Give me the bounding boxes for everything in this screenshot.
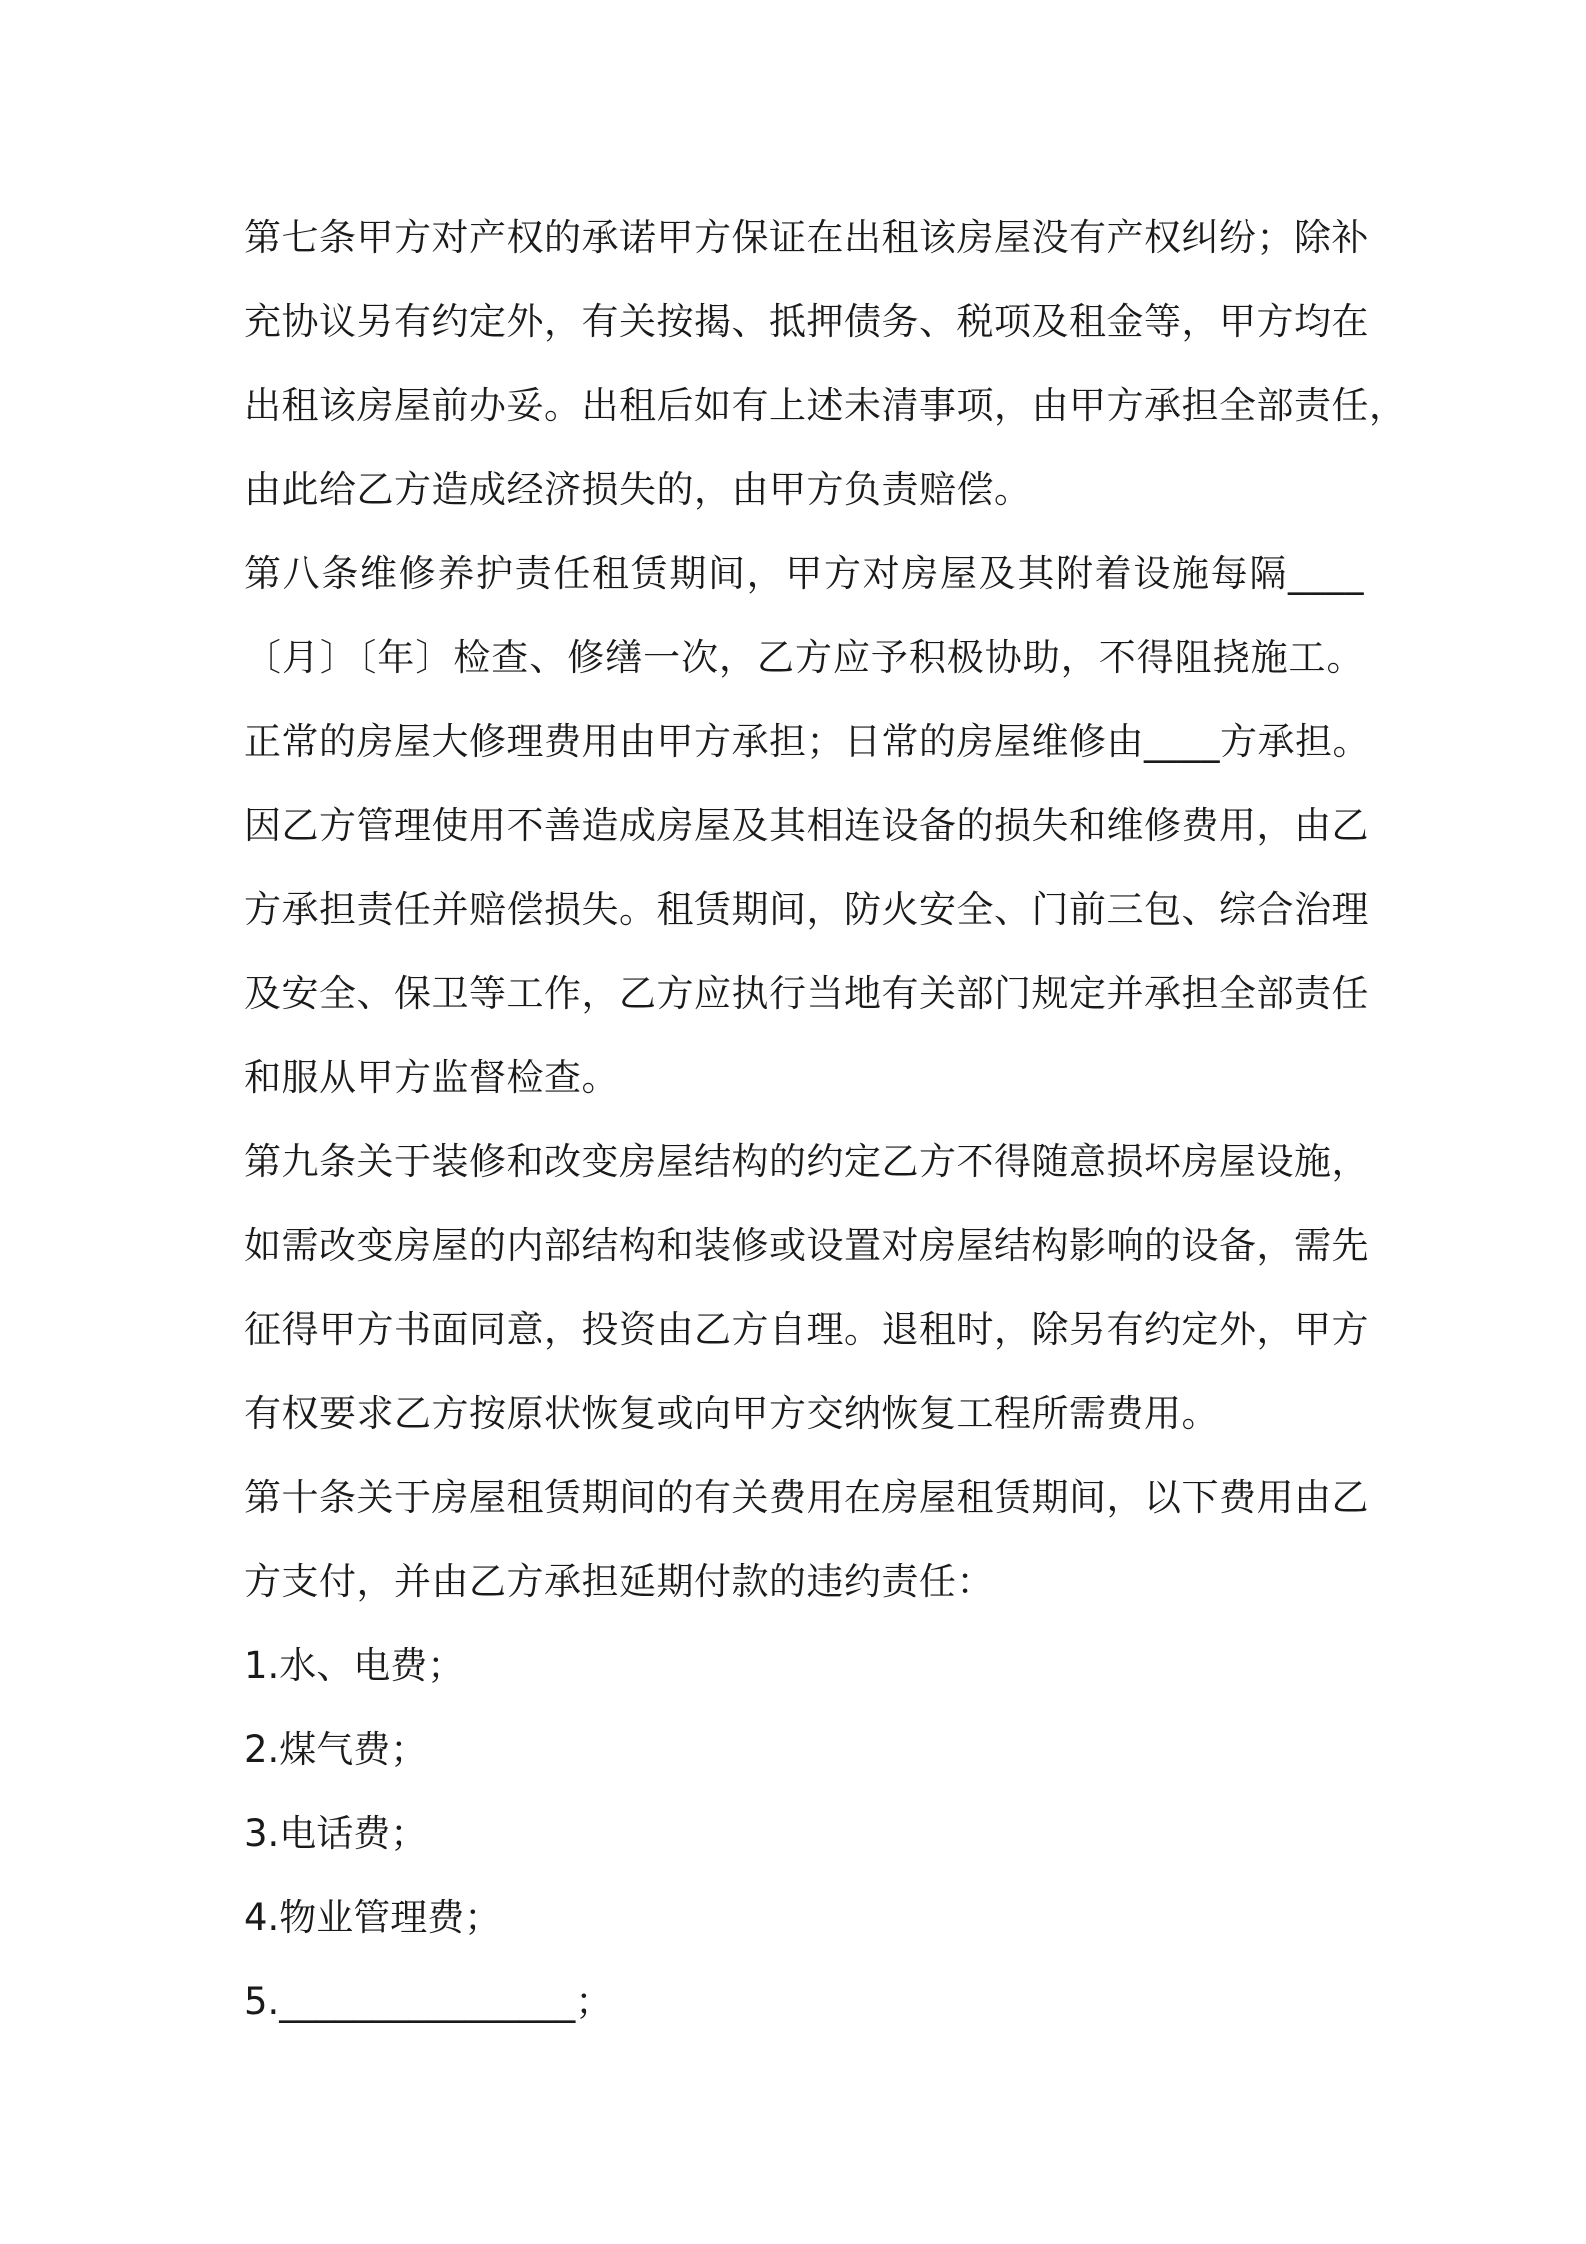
- article-line: 充协议另有约定外，有关按揭、抵押债务、税项及租金等，甲方均在: [244, 300, 1369, 343]
- article-line: 方承担责任并赔偿损失。租赁期间，防火安全、门前三包、综合治理: [244, 888, 1369, 931]
- fee-item-blank: 5.________________；: [244, 1980, 613, 2023]
- article-line: 第十条关于房屋租赁期间的有关费用在房屋租赁期间，以下费用由乙: [244, 1476, 1369, 1519]
- article-10: [244, 1456, 1369, 1624]
- fee-item-gas: 2.煤气费；: [244, 1728, 428, 1771]
- fee-item-property-management: 4.物业管理费；: [244, 1896, 502, 1939]
- article-line: 第八条维修养护责任租赁期间，甲方对房屋及其附着设施每隔____: [244, 552, 1364, 595]
- article-line: 出租该房屋前办妥。出租后如有上述未清事项，由甲方承担全部责任，: [244, 384, 1407, 427]
- article-line: 第九条关于装修和改变房屋结构的约定乙方不得随意损坏房屋设施，: [244, 1140, 1369, 1183]
- article-8: [244, 532, 1370, 1120]
- fee-item-water-electricity: 1.水、电费；: [244, 1644, 465, 1687]
- article-line: 征得甲方书面同意，投资由乙方自理。退租时，除另有约定外，甲方: [244, 1308, 1369, 1351]
- article-line: 和服从甲方监督检查。: [244, 1056, 619, 1099]
- fee-list: [244, 1624, 1364, 2044]
- fee-item-telephone: 3.电话费；: [244, 1812, 428, 1855]
- article-line: 第七条甲方对产权的承诺甲方保证在出租该房屋没有产权纠纷；除补: [244, 216, 1369, 259]
- article-line: 有权要求乙方按原状恢复或向甲方交纳恢复工程所需费用。: [244, 1392, 1219, 1435]
- document-page: [244, 196, 1407, 2044]
- article-line: 因乙方管理使用不善造成房屋及其相连设备的损失和维修费用，由乙: [244, 804, 1369, 847]
- article-7: [244, 196, 1407, 532]
- article-line: 正常的房屋大修理费用由甲方承担；日常的房屋维修由____方承担。: [244, 720, 1370, 763]
- article-9: [244, 1120, 1369, 1456]
- article-line: 及安全、保卫等工作，乙方应执行当地有关部门规定并承担全部责任: [244, 972, 1369, 1015]
- article-line: 〔月〕〔年〕检查、修缮一次，乙方应予积极协助，不得阻挠施工。: [244, 636, 1364, 679]
- article-line: 如需改变房屋的内部结构和装修或设置对房屋结构影响的设备，需先: [244, 1224, 1369, 1267]
- article-line: 由此给乙方造成经济损失的，由甲方负责赔偿。: [244, 468, 1032, 511]
- article-line: 方支付，并由乙方承担延期付款的违约责任：: [244, 1560, 994, 1603]
